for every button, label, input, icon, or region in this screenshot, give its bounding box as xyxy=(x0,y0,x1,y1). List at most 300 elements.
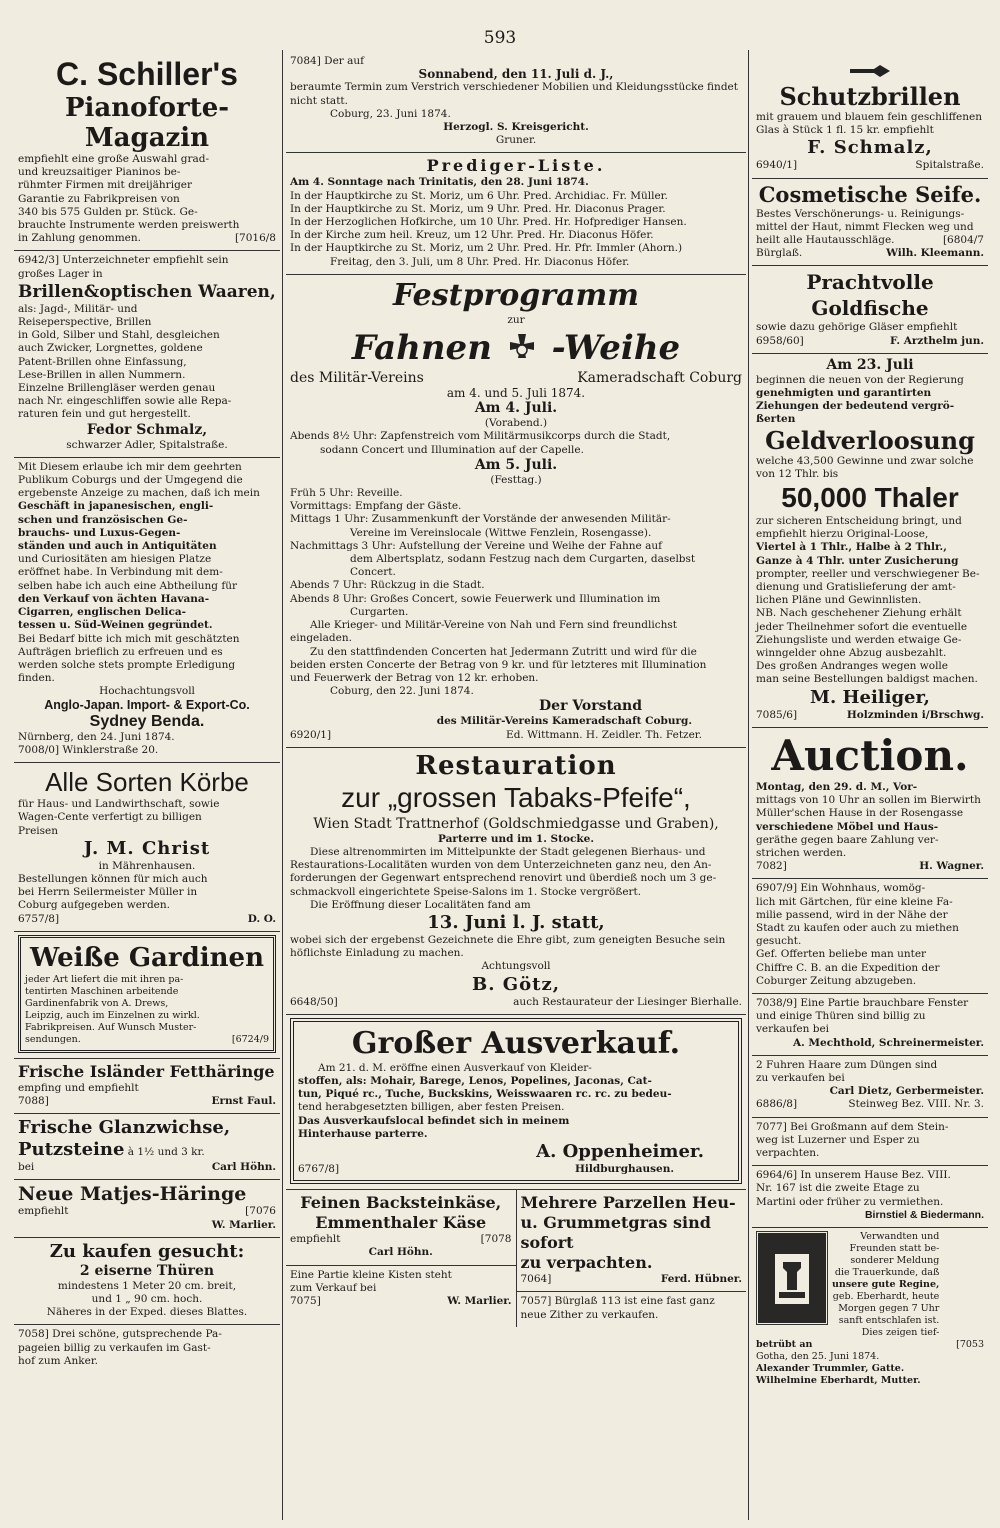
ad-line: schen und französischen Ge- xyxy=(18,513,188,526)
ad-line: mittel der Haut, nimmt Flecken weg und xyxy=(756,220,974,233)
ad-line: zur xyxy=(507,313,525,326)
ad-line: Coburg aufgegeben werden. xyxy=(18,899,170,912)
ad-restauration xyxy=(286,748,746,1015)
ad-address: schwarzer Adler, Spitalstraße. xyxy=(66,438,228,451)
fest-left: des Militär-Vereins xyxy=(290,370,424,387)
ad-line: Montag, den 29. d. M., Vor- xyxy=(756,780,918,793)
ad-line: Reiseperspective, Brillen xyxy=(18,316,152,329)
ad-line: Preisen xyxy=(18,824,59,837)
ad-line: und einige Thüren sind billig zu xyxy=(756,1010,926,1023)
ad-title: C. Schiller's xyxy=(56,56,238,92)
ad-ref: [7078 xyxy=(480,1233,512,1246)
mourning-notice xyxy=(756,1231,984,1339)
ad-line: Viertel à 1 Thlr., Halbe à 2 Thlr., xyxy=(756,541,947,554)
ad-line: selben habe ich auch eine Abtheilung für xyxy=(18,579,237,592)
ad-title: Zu kaufen gesucht: xyxy=(49,1240,245,1262)
ad-sub: auch Restaurateur der Liesinger Bierhalle. xyxy=(513,995,742,1008)
ad-line: verpachten. xyxy=(756,1146,820,1159)
ad-line: stoffen, als: Mohair, Barege, Lenos, Popelines, Jaconas, Cat- xyxy=(298,1074,652,1087)
ad-line: forderungen der Gegenwart entsprechend renovirt und überdieß noch um 3 ge- xyxy=(290,872,717,885)
column-2 xyxy=(286,52,746,1327)
ad-line: Fabrikpreisen. Auf Wunsch Muster- xyxy=(25,1021,197,1033)
ad-schiller-pianoforte xyxy=(14,52,280,251)
ad-line: Wagen-Cente verfertigt zu billigen xyxy=(18,811,202,824)
ad-line: und Curiositäten am hiesigen Platze xyxy=(18,553,212,566)
fest-line: Abends 8½ Uhr: Zapfenstreich vom Militärmusikcorps durch die Stadt, xyxy=(290,430,671,443)
ad-line: Nr. 167 ist die zweite Etage zu xyxy=(756,1182,920,1195)
fest-vorstand: Der Vorstand xyxy=(539,698,642,715)
ad-line: 2 Fuhren Haare zum Düngen sind xyxy=(756,1058,938,1071)
ad-line: 6964/6] In unserem Hause Bez. VIII. xyxy=(756,1169,951,1182)
ad-line: zur sicheren Entscheidung bringt, und xyxy=(756,515,962,528)
ad-line: geräthe gegen baare Zahlung ver- xyxy=(756,833,939,846)
column-1 xyxy=(14,52,280,1373)
ad-cosmetische-seife xyxy=(752,179,988,267)
ad-line: sanft entschlafen ist. xyxy=(838,1314,940,1326)
ad-line: lichen Pläne und Gewinnlisten. xyxy=(756,594,922,607)
ad-title: Schutzbrillen xyxy=(779,82,961,111)
ad-name: F. Schmalz, xyxy=(807,137,933,159)
ad-city: Gotha, den 25. Juni 1874. xyxy=(756,1350,880,1362)
ad-etage xyxy=(752,1166,988,1228)
ad-name: A. Oppenheimer. xyxy=(536,1140,704,1162)
ad-ref: [7053 xyxy=(956,1338,984,1350)
notice-termin xyxy=(286,52,746,153)
fest-line: Früh 5 Uhr: Reveille. xyxy=(290,487,403,500)
ad-line: NB. Nach geschehener Ziehung erhält xyxy=(756,607,962,620)
ad-name: Birnstiel & Biedermann. xyxy=(864,1208,984,1221)
ad-line: Ziehungsliste und werden etwaige Ge- xyxy=(756,633,962,646)
fest-day1: Am 4. Juli. xyxy=(474,400,558,417)
ad-line: Eine Partie kleine Kisten steht xyxy=(290,1268,452,1281)
pointing-hand-icon xyxy=(850,65,890,77)
page-number: 593 xyxy=(483,28,517,48)
ad-line: schmackvoll eingerichtete Speise-Salons im 1. Stocke vergrößert. xyxy=(290,885,642,898)
fest-day2-sub: (Festtag.) xyxy=(490,473,542,486)
ad-line: tun, Piqué rc., Tuche, Buckskins, Weisswaaren rc. rc. zu bedeu- xyxy=(298,1088,672,1101)
fest-line: dem Albertsplatz, sodann Festzug nach dem Curgarten, daselbst Concert. xyxy=(350,553,696,579)
ad-name: M. Heiliger, xyxy=(810,686,930,708)
ad-line: Bestellungen können für mich auch xyxy=(18,872,208,885)
ad-title: Feinen Backsteinkäse, xyxy=(300,1193,502,1213)
bottom-ads-left xyxy=(286,1190,517,1327)
ad-name: B. Götz, xyxy=(472,973,560,995)
mourning-urn-icon xyxy=(756,1231,828,1325)
ad-title: Restauration xyxy=(415,750,617,781)
ad-line: raturen fein und gut hergestellt. xyxy=(18,408,191,421)
ad-ref: [7076 xyxy=(245,1205,276,1218)
ad-line: Garantie zu Fabrikpreisen von xyxy=(18,192,180,205)
ad-greeting: Hochachtungsvoll xyxy=(99,685,195,698)
ad-name: Ferd. Hübner. xyxy=(660,1273,742,1286)
ad-address: Steinweg Bez. VIII. Nr. 3. xyxy=(848,1098,984,1111)
ad-line: werden solche stets prompte Erledigung xyxy=(18,658,236,671)
ad-subtitle: zur „grossen Tabaks-Pfeife“, xyxy=(341,781,691,813)
ad-date: Am 23. Juli xyxy=(826,356,914,373)
ad-line: man seine Bestellungen baldigst machen. xyxy=(756,673,978,686)
ad-line: beginnen die neuen von der Regierung xyxy=(756,373,964,386)
section-title: Festprogramm xyxy=(393,277,639,313)
ad-name: A. Mechthold, Schreinermeister. xyxy=(792,1036,984,1049)
fest-line: Mittags 1 Uhr: Zusammenkunft der Vorstände der anwesenden Militär- xyxy=(290,513,671,526)
ad-line: heilt alle Hautausschläge. xyxy=(756,234,895,247)
ad-line: Müller'schen Hause in der Rosengasse xyxy=(756,807,964,820)
ad-name: Gruner. xyxy=(495,134,537,147)
ad-line: eröffnet habe. In Verbindung mit dem- xyxy=(18,566,223,579)
ad-line: 7077] Bei Großmann auf dem Stein- xyxy=(756,1120,949,1133)
ad-line: 7038/9] Eine Partie brauchbare Fenster xyxy=(756,996,969,1009)
ad-frame xyxy=(18,935,276,1053)
ad-ref: 6942/3] xyxy=(18,254,60,267)
ad-anglo-japan xyxy=(14,458,280,763)
ad-ref: 6648/50] xyxy=(290,995,338,1008)
ad-ref: 6886/8] xyxy=(756,1098,798,1111)
ad-geldverloosung xyxy=(752,354,988,728)
ad-line: tentirten Maschinen arbeitende xyxy=(25,985,179,997)
fest-line: Alle Krieger- und Militär-Vereine von Nah und Fern sind freundlichst xyxy=(310,619,677,632)
notice-court: Herzogl. S. Kreisgericht. xyxy=(443,121,589,134)
ad-trauer xyxy=(752,1228,988,1392)
ad-line: Mit Diesem erlaube ich mir dem geehrten xyxy=(18,460,242,473)
ad-ref: [6724/9 xyxy=(231,1033,269,1045)
ad-line: Unterzeichneter empfiehlt sein xyxy=(62,254,229,267)
ad-line: Chiffre C. B. an die Expedition der xyxy=(756,961,940,974)
ad-auction xyxy=(752,728,988,879)
ad-glanzwichse xyxy=(14,1114,280,1180)
ad-line: gesucht. xyxy=(756,935,802,948)
ad-amount: 50,000 Thaler xyxy=(781,482,959,514)
ad-city: Holzminden i/Brschwg. xyxy=(846,708,984,721)
ad-line: bei Herrn Seilermeister Müller in xyxy=(18,886,198,899)
ad-name: W. Marlier. xyxy=(447,1294,512,1307)
ad-line: und 1 „ 90 cm. hoch. xyxy=(91,1292,203,1305)
ad-kaese xyxy=(286,1190,516,1265)
ad-line: milie passend, wird in der Nähe der xyxy=(756,908,948,921)
ad-name: H. Wagner. xyxy=(919,860,984,873)
ad-title: Alle Sorten Körbe xyxy=(45,767,249,798)
ad-line: brauchte Instrumente werden preiswerth xyxy=(18,219,240,232)
ad-line: Das Ausverkaufslocal befindet sich in meinem xyxy=(298,1114,570,1127)
prediger-line: In der Herzoglichen Hofkirche, um 10 Uhr. Pred. Hr. Hofprediger Hansen. xyxy=(290,216,687,229)
ad-ref: 7008/0] xyxy=(18,743,60,756)
ad-line: und kreuzsaitiger Pianinos be- xyxy=(18,166,181,179)
ad-line: Freunden statt be- xyxy=(849,1242,940,1254)
fest-line: eingeladen. xyxy=(290,632,352,645)
ad-line: Bestes Verschönerungs- u. Reinigungs- xyxy=(756,207,965,220)
ad-city-date: Nürnberg, den 24. Juni 1874. xyxy=(18,730,175,743)
ad-name-2: Wilhelmine Eberhardt, Mutter. xyxy=(756,1374,921,1386)
column-rule-left xyxy=(282,50,283,1520)
ad-line: prompter, reeller und verschwiegener Be- xyxy=(756,567,980,580)
fest-right: Kameradschaft Coburg xyxy=(577,370,742,387)
ad-address: Wien Stadt Trattnerhof (Goldschmiedgasse und Graben), xyxy=(313,815,719,832)
ad-line: 6907/9] Ein Wohnhaus, womög- xyxy=(756,882,926,895)
ad-ref: 6757/8] xyxy=(18,912,60,925)
ad-line: bei xyxy=(18,1161,35,1174)
ad-line: Der auf xyxy=(324,55,365,67)
ad-line: welche 43,500 Gewinne und zwar solche xyxy=(756,454,974,467)
iron-cross-icon xyxy=(504,332,540,368)
ad-line: beraumte Termin zum Verstrich verschiedener Mobilien und Kleidungsstücke findet xyxy=(290,81,738,94)
ad-ref: 7064] xyxy=(520,1273,552,1286)
ad-title: Großer Ausverkauf. xyxy=(351,1025,681,1061)
column-rule-right xyxy=(748,50,749,1520)
ad-line: Restaurations-Localitäten wurden von dem Unterzeichneten ganz neu, den An- xyxy=(290,859,712,872)
ad-festprogramm xyxy=(286,275,746,748)
ad-title: Mehrere Parzellen Heu- xyxy=(520,1193,736,1213)
ad-line: Martini oder früher zu vermiethen. xyxy=(756,1195,944,1208)
mourning-text xyxy=(832,1231,939,1339)
ad-line: Lese-Brillen in allen Nummern. xyxy=(18,368,186,381)
ad-ref: [6804/7 xyxy=(942,234,984,247)
ad-matjes xyxy=(14,1180,280,1237)
fest-city: Coburg, den 22. Juni 1874. xyxy=(330,685,474,698)
fest-line: Vormittags: Empfang der Gäste. xyxy=(290,500,462,513)
ad-line: finden. xyxy=(18,672,55,685)
ad-fenster xyxy=(752,994,988,1056)
ad-line: Dies zeigen tief- xyxy=(861,1326,940,1338)
ad-ref: 7084] xyxy=(290,55,321,67)
ad-line: empfiehlt xyxy=(290,1233,341,1246)
ad-line: Ganze à 4 Thlr. unter Zusicherung xyxy=(756,554,959,567)
ad-ref: 7075] xyxy=(290,1294,321,1307)
fest-word-2: -Weihe xyxy=(551,328,681,369)
fest-line: beiden ersten Concerte der Betrag von 9 kr. und für letzteres mit Illumination xyxy=(290,658,707,671)
ad-line: jeder Art liefert die mit ihren pa- xyxy=(25,973,184,985)
prediger-line: Freitag, den 3. Juli, um 8 Uhr. Pred. Hr. Diaconus Höfer. xyxy=(330,255,630,268)
ad-ref: 7085/6] xyxy=(756,708,798,721)
ad-name: F. Arzthelm jun. xyxy=(890,334,984,347)
prediger-line: In der Hauptkirche zu St. Moriz, um 2 Uhr. Pred. Hr. Pfr. Immler (Ahorn.) xyxy=(290,242,683,255)
ad-line: lich mit Gärtchen, für eine kleine Fa- xyxy=(756,895,953,908)
ad-line: sowie dazu gehörige Gläser empfiehlt xyxy=(756,321,958,334)
ad-title: Weiße Gardinen xyxy=(30,942,264,973)
ad-papageien xyxy=(14,1325,280,1373)
ad-line: tessen u. Süd-Weinen gegründet. xyxy=(18,619,213,632)
ad-line: Coburger Zeitung abzugeben. xyxy=(756,974,917,987)
ad-line: zum Verkauf bei xyxy=(290,1281,377,1294)
ad-line: auch Zwicker, Lorgnettes, goldene xyxy=(18,342,203,355)
ad-line: höflichste Einladung zu machen. xyxy=(290,947,464,960)
ad-schutzbrillen xyxy=(752,52,988,179)
ad-haeringe xyxy=(14,1059,280,1114)
ad-line: als: Jagd-, Militär- und xyxy=(18,302,138,315)
ad-title: Geldverloosung xyxy=(765,425,975,455)
ad-gesucht xyxy=(14,1238,280,1326)
ad-line: betrübt an xyxy=(756,1338,813,1350)
prediger-subtitle: Am 4. Sonntage nach Trinitatis, den 28. Juni 1874. xyxy=(290,176,589,189)
ad-line: die Trauerkunde, daß xyxy=(834,1266,940,1278)
ad-line: sonderer Meldung xyxy=(850,1254,940,1266)
ad-line: wobei sich der ergebenst Gezeichnete die Ehre gibt, zum geneigten Besuche sein xyxy=(290,933,726,946)
ad-line: in Gold, Silber und Stahl, desgleichen xyxy=(18,329,220,342)
ad-line: nicht statt. xyxy=(290,94,348,107)
ad-city: Hildburghausen. xyxy=(574,1162,674,1175)
ad-name: Carl Dietz, Gerbermeister. xyxy=(829,1085,984,1098)
prediger-line: In der Hauptkirche zu St. Moriz, um 9 Uhr. Pred. Hr. Diaconus Prager. xyxy=(290,202,666,215)
fest-verein: des Militär-Vereins Kameradschaft Coburg. xyxy=(436,715,692,728)
ad-subtitle: 2 eiserne Thüren xyxy=(79,1262,215,1279)
ad-place: Bürglaß. xyxy=(756,247,803,260)
ad-line: Hinterhause parterre. xyxy=(298,1127,428,1140)
ad-line: Glas à Stück 1 fl. 15 kr. empfiehlt xyxy=(756,124,934,137)
ad-date: 13. Juni l. J. statt, xyxy=(427,911,605,933)
ad-line: nach Nr. eingeschliffen sowie alle Repa- xyxy=(18,395,232,408)
ad-line: Morgen gegen 7 Uhr xyxy=(838,1302,940,1314)
ad-name: Alexander Trummler, Gatte. xyxy=(756,1362,905,1374)
ad-ref: 6940/1] xyxy=(756,159,798,172)
fest-dates: am 4. und 5. Juli 1874. xyxy=(446,386,586,401)
fest-line: und Feuerwerk der Betrag von 12 kr. erhoben. xyxy=(290,671,539,684)
ad-line: 340 bis 575 Gulden pr. Stück. Ge- xyxy=(18,205,198,218)
ad-subtitle-2: zu verpachten. xyxy=(520,1253,653,1273)
ad-ref: 6767/8] xyxy=(298,1162,340,1175)
ad-title: Cosmetische Seife. xyxy=(758,181,982,207)
ad-address: Spitalstraße. xyxy=(915,159,984,172)
ad-line: neue Zither zu verkaufen. xyxy=(520,1308,659,1321)
ad-name: Fedor Schmalz, xyxy=(86,421,208,438)
ad-line: Leipzig, auch im Einzelnen zu wirkl. xyxy=(25,1009,200,1021)
prediger-line: In der Hauptkirche zu St. Moriz, um 6 Uhr. Pred. Archidiac. Fr. Müller. xyxy=(290,189,668,202)
ad-line: verschiedene Möbel und Haus- xyxy=(756,820,939,833)
ad-ref: 7082] xyxy=(756,860,787,873)
ad-line: empfiehlt eine große Auswahl grad- xyxy=(18,153,210,165)
ad-line: Aufträgen brieflich zu erfreuen und es xyxy=(18,645,223,658)
ad-brillen xyxy=(14,251,280,457)
ad-line: Drei schöne, gutsprechende Pa- xyxy=(52,1328,222,1341)
ad-title: Prachtvolle Goldfische xyxy=(806,270,934,321)
ad-line: empfing und empfiehlt xyxy=(18,1081,139,1094)
ad-name: J. M. Christ xyxy=(83,837,211,859)
ad-line: Am 21. d. M. eröffne einen Ausverkauf von Kleider- xyxy=(318,1061,592,1074)
ad-subtitle: u. Grummetgras sind sofort xyxy=(520,1213,711,1253)
fest-line: Abends 7 Uhr: Rückzug in die Stadt. xyxy=(290,579,485,592)
ad-line: rühmter Firmen mit dreijähriger xyxy=(18,179,193,192)
ad-name: Ernst Faul. xyxy=(211,1094,276,1107)
fest-line: Nachmittags 3 Uhr: Aufstellung der Vereine und Weihe der Fahne auf xyxy=(290,539,662,552)
fest-day2: Am 5. Juli. xyxy=(474,456,558,473)
ad-kisten xyxy=(286,1266,516,1314)
ad-line: jeder Theilnehmer sofort die eventuelle xyxy=(756,620,968,633)
ad-sign: D. O. xyxy=(247,912,276,925)
prediger-liste xyxy=(286,153,746,274)
fest-names: Ed. Wittmann. H. Zeidler. Th. Fetzer. xyxy=(506,728,702,741)
ad-subtitle: Pianoforte-Magazin xyxy=(64,93,230,153)
ad-frame xyxy=(290,1018,742,1184)
ad-line: unsere gute Regine, xyxy=(832,1278,940,1290)
ad-line: dienung und Gratislieferung der amt- xyxy=(756,581,956,594)
ad-line: Gardinenfabrik von A. Drews, xyxy=(25,997,169,1009)
ad-ref: 6958/60] xyxy=(756,334,804,347)
ad-line: sendungen. xyxy=(25,1033,81,1045)
ad-line: geb. Eberhardt, heute xyxy=(832,1290,940,1302)
ad-name: Carl Höhn. xyxy=(211,1161,276,1174)
ad-line: hof zum Anker. xyxy=(18,1354,99,1367)
ad-line: 7057] Bürglaß 113 ist eine fast ganz xyxy=(520,1295,715,1308)
ad-ausverkauf xyxy=(286,1015,746,1190)
ad-line: Publikum Coburgs und der Umgegend die xyxy=(18,474,243,487)
ad-name: W. Marlier. xyxy=(211,1218,276,1231)
ad-address: Winklerstraße 20. xyxy=(62,743,159,756)
ad-line: weg ist Luzerner und Esper zu xyxy=(756,1133,920,1146)
ad-line: brauchs- und Luxus-Gegen- xyxy=(18,526,181,539)
ad-line: ßerten xyxy=(756,413,796,426)
ad-title: Auction. xyxy=(771,730,969,780)
ad-title: Brillen&optischen Waaren, xyxy=(18,281,276,302)
ad-line: empfiehlt xyxy=(18,1205,69,1218)
ad-line: Verwandten und xyxy=(860,1230,940,1242)
ad-price: à 1½ und 3 kr. xyxy=(127,1146,205,1159)
ad-line: ständen und auch in Antiquitäten xyxy=(18,540,217,553)
ad-line: verkaufen bei xyxy=(756,1023,830,1036)
ad-line: mittags von 10 Uhr an sollen im Bierwirth xyxy=(756,794,981,807)
ad-line: für Haus- und Landwirthschaft, sowie xyxy=(18,798,220,811)
ad-line: Ziehungen der bedeutend vergrö- xyxy=(756,400,955,413)
ad-parzellen xyxy=(517,1190,747,1292)
ad-wohnhaus xyxy=(752,879,988,994)
ad-subtitle: Putzsteine xyxy=(18,1139,125,1161)
ad-line: den Verkauf von ächten Havana- xyxy=(18,592,210,605)
ad-line: in Zahlung genommen. xyxy=(18,232,141,245)
fest-line: Curgarten. xyxy=(350,605,409,618)
ad-zither xyxy=(517,1292,747,1326)
ad-line: großes Lager in xyxy=(18,267,103,280)
ad-line: empfiehlt hierzu Original-Loose, xyxy=(756,528,929,541)
ad-line: zu verkaufen bei xyxy=(756,1071,845,1084)
ad-line: Stadt zu kaufen oder auch zu miethen xyxy=(756,921,959,934)
ad-ref: 7088] xyxy=(18,1094,49,1107)
ad-line: Die Eröffnung dieser Localitäten fand am xyxy=(310,898,531,911)
ad-name: Wilh. Kleemann. xyxy=(886,247,984,260)
ad-line: von 12 Thlr. bis xyxy=(756,467,839,480)
fest-line: Abends 8 Uhr: Großes Concert, sowie Feuerwerk und Illumination im xyxy=(290,592,661,605)
section-title: Prediger-Liste. xyxy=(426,156,606,176)
ad-ref: 6920/1] xyxy=(290,728,332,741)
ad-title: Neue Matjes-Häringe xyxy=(18,1183,247,1206)
ad-grossmann xyxy=(752,1118,988,1167)
ad-name: Sydney Benda. xyxy=(89,712,205,730)
ad-line: winngelder ohne Abzug ausbezahlt. xyxy=(756,647,947,660)
ad-title: Frische Isländer Fetthäringe xyxy=(18,1061,275,1081)
ad-line: Cigarren, englischen Delica- xyxy=(18,606,187,619)
ad-line: pageien billig zu verkaufen im Gast- xyxy=(18,1341,211,1354)
ad-line: ergebenste Anzeige zu machen, daß ich mein xyxy=(18,487,260,500)
ad-place: in Mährenhausen. xyxy=(98,859,196,872)
ad-line: genehmigten und garantirten xyxy=(756,387,932,400)
ad-line: Gef. Offerten beliebe man unter xyxy=(756,948,927,961)
bottom-ads-row xyxy=(286,1190,746,1327)
fest-line: sodann Concert und Illumination auf der Capelle. xyxy=(320,443,584,456)
ad-line: Patent-Brillen ohne Einfassung, xyxy=(18,355,187,368)
fest-line: Zu den stattfindenden Concerten hat Jedermann Zutritt und wird für die xyxy=(310,645,697,658)
ad-ref: [7016/8 xyxy=(234,232,276,245)
fest-word-1: Fahnen xyxy=(351,328,492,369)
ad-ref: 7058] xyxy=(18,1328,49,1341)
notice-date: Sonnabend, den 11. Juli d. J., xyxy=(418,67,614,82)
ad-line: strichen werden. xyxy=(756,846,847,859)
ad-title: Frische Glanzwichse, xyxy=(18,1117,231,1139)
ad-name: Carl Höhn. xyxy=(368,1246,433,1259)
ad-line: Näheres in der Exped. dieses Blattes. xyxy=(46,1306,248,1319)
fest-heading xyxy=(290,327,742,369)
ad-company: Anglo-Japan. Import- & Export-Co. xyxy=(44,697,250,712)
ad-floor: Parterre und im 1. Stocke. xyxy=(438,832,594,845)
ad-line: mit grauem und blauem fein geschliffenen xyxy=(756,111,982,123)
ad-haare xyxy=(752,1056,988,1118)
prediger-line: In der Kirche zum heil. Kreuz, um 12 Uhr. Pred. Hr. Diaconus Höfer. xyxy=(290,229,654,242)
ad-koerbe xyxy=(14,763,280,932)
ad-greeting: Achtungsvoll xyxy=(481,960,551,973)
